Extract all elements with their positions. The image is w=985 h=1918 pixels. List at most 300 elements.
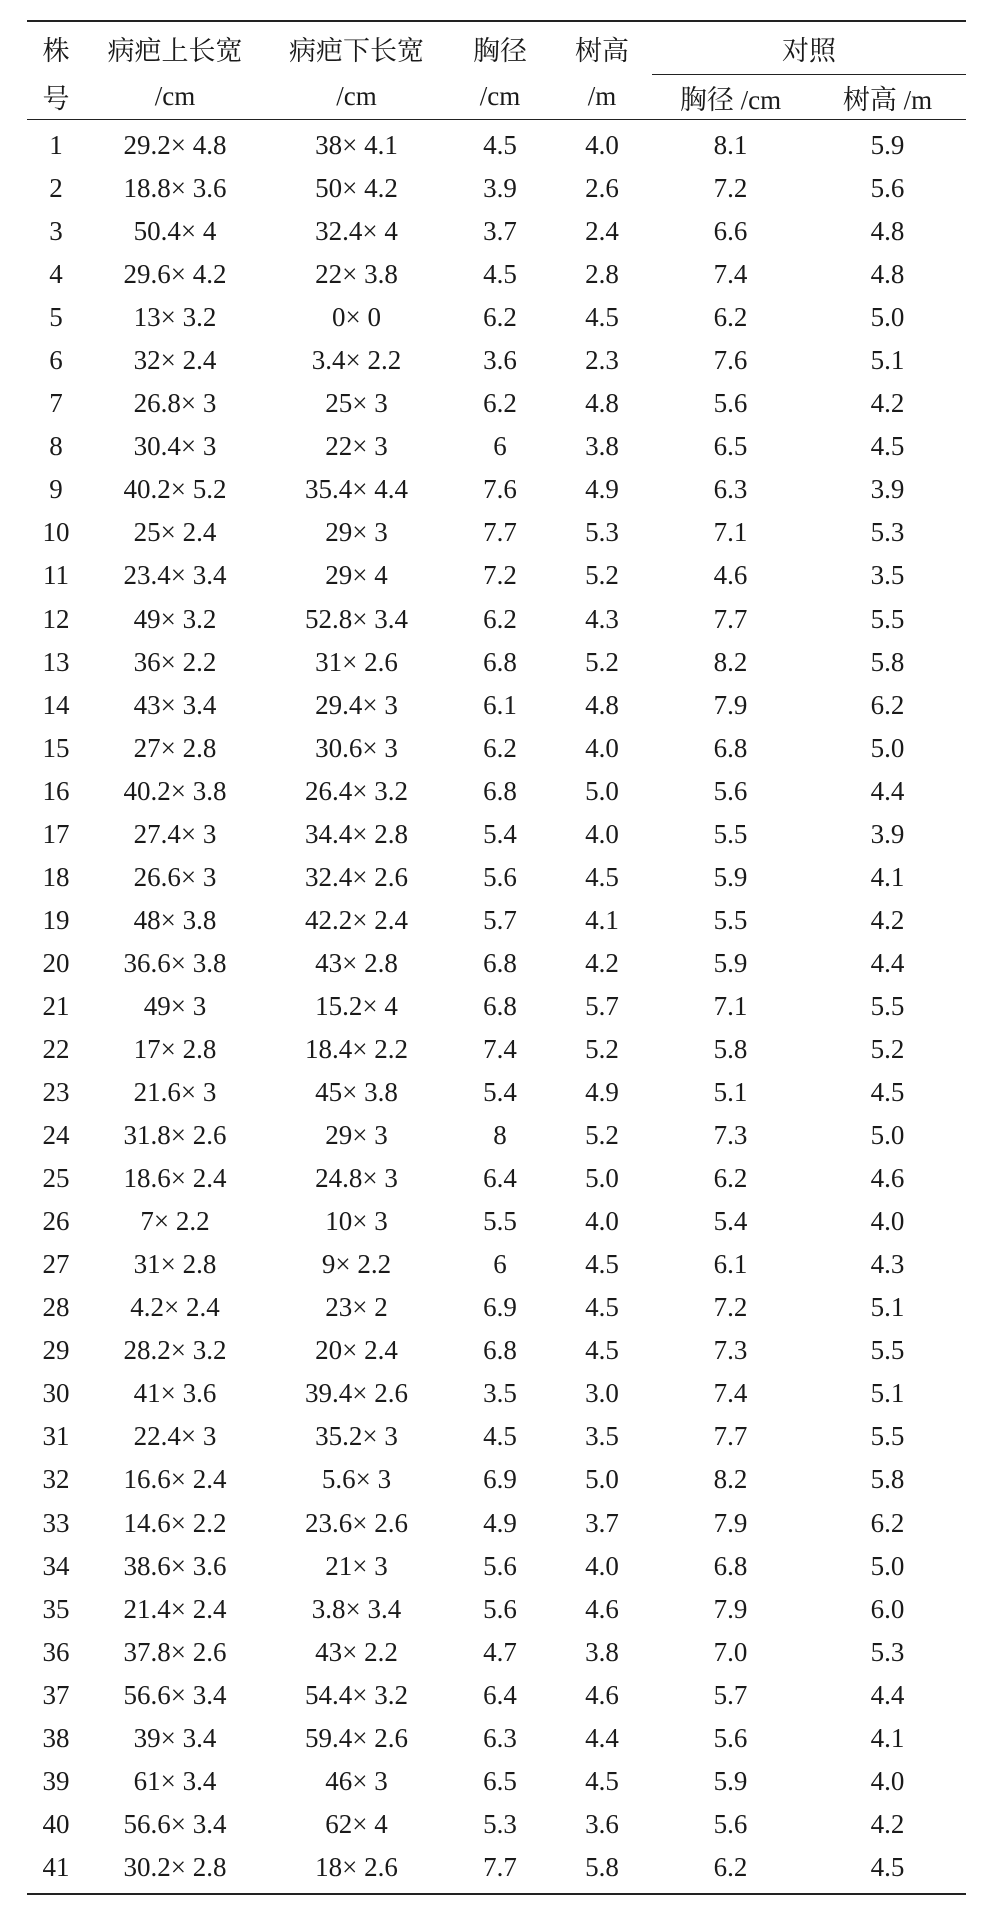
table-row: [27, 1502, 966, 1545]
cell-height: 2.8: [585, 259, 619, 290]
cell-dbh: 6.9: [483, 1292, 517, 1323]
cell-control-height: 5.3: [870, 1636, 905, 1667]
cell-dbh: 5.6: [483, 1550, 517, 1581]
cell-lower-lesion: 3.4× 2.2: [311, 345, 402, 376]
cell-control-dbh: 6.3: [713, 474, 748, 505]
cell-dbh: 6.8: [483, 775, 517, 806]
cell-lower-lesion: 34.4× 2.8: [305, 818, 408, 849]
cell-dbh: 3.7: [483, 216, 517, 247]
cell-control-height: 5.1: [870, 1378, 905, 1409]
cell-upper-lesion: 21.6× 3: [133, 1077, 217, 1108]
table-row: [27, 253, 966, 296]
cell-upper-lesion: 29.6× 4.2: [123, 259, 227, 290]
cell-lower-lesion: 5.6× 3: [321, 1464, 392, 1495]
cell-plant-no: 28: [42, 1292, 70, 1323]
cell-upper-lesion: 40.2× 3.8: [123, 775, 227, 806]
cell-plant-no: 34: [42, 1550, 70, 1581]
cell-control-height: 5.0: [870, 1120, 905, 1151]
cell-control-dbh: 6.1: [713, 1249, 748, 1280]
header-lower-lesion: 病疤下长宽: [289, 35, 424, 66]
table-row: [27, 468, 966, 511]
cell-dbh: 6.2: [483, 603, 517, 634]
cell-height: 4.5: [585, 1249, 619, 1280]
cell-control-height: 5.8: [870, 1464, 905, 1495]
cell-upper-lesion: 26.6× 3: [133, 861, 217, 892]
cell-lower-lesion: 18× 2.6: [315, 1851, 398, 1882]
cell-control-dbh: 7.4: [713, 259, 748, 290]
cell-control-dbh: 7.6: [713, 345, 748, 376]
cell-dbh: 6.8: [483, 1335, 517, 1366]
cell-control-dbh: 6.6: [713, 216, 748, 247]
cell-control-dbh: 5.6: [713, 1808, 748, 1839]
table-row: [27, 1200, 966, 1243]
cell-control-height: 4.0: [870, 1206, 905, 1237]
cell-lower-lesion: 59.4× 2.6: [305, 1722, 408, 1753]
cell-lower-lesion: 46× 3: [325, 1765, 388, 1796]
cell-upper-lesion: 27.4× 3: [133, 818, 217, 849]
cell-control-dbh: 5.4: [713, 1206, 748, 1237]
cell-lower-lesion: 23× 2: [325, 1292, 388, 1323]
cell-dbh: 6.8: [483, 990, 517, 1021]
cell-plant-no: 29: [42, 1335, 70, 1366]
cell-control-dbh: 8.2: [713, 646, 748, 677]
table-row: [27, 1588, 966, 1631]
cell-control-dbh: 5.7: [713, 1679, 748, 1710]
cell-plant-no: 23: [42, 1077, 70, 1108]
cell-lower-lesion: 31× 2.6: [315, 646, 398, 677]
cell-plant-no: 20: [42, 947, 70, 978]
cell-control-height: 4.8: [870, 259, 905, 290]
cell-control-dbh: 7.2: [713, 1292, 748, 1323]
table-row: [27, 382, 966, 425]
cell-upper-lesion: 56.6× 3.4: [123, 1679, 227, 1710]
cell-plant-no: 12: [42, 603, 70, 634]
cell-height: 4.8: [585, 689, 619, 720]
cell-height: 4.8: [585, 388, 619, 419]
cell-control-dbh: 6.8: [713, 1550, 748, 1581]
cell-dbh: 6.4: [483, 1679, 517, 1710]
cell-height: 3.5: [585, 1421, 619, 1452]
cell-height: 3.7: [585, 1507, 619, 1538]
cell-dbh: 6: [493, 1249, 507, 1280]
cell-upper-lesion: 40.2× 5.2: [123, 474, 227, 505]
cell-control-dbh: 6.5: [713, 431, 748, 462]
cell-lower-lesion: 43× 2.8: [315, 947, 398, 978]
table-row: [27, 1846, 966, 1894]
cell-dbh: 4.5: [483, 130, 517, 161]
cell-control-height: 5.3: [870, 517, 905, 548]
cell-lower-lesion: 42.2× 2.4: [305, 904, 408, 935]
cell-control-height: 5.5: [870, 1421, 905, 1452]
table-row: [27, 1028, 966, 1071]
cell-dbh: 7.6: [483, 474, 517, 505]
cell-lower-lesion: 9× 2.2: [321, 1249, 392, 1280]
cell-control-height: 5.2: [870, 1034, 905, 1064]
cell-control-dbh: 7.3: [713, 1120, 748, 1151]
cell-plant-no: 4: [49, 259, 63, 290]
cell-dbh: 3.9: [483, 173, 517, 204]
header-row-2: [27, 75, 966, 120]
cell-lower-lesion: 29× 3: [325, 517, 388, 548]
table-row: [27, 167, 966, 210]
cell-height: 2.4: [585, 216, 619, 247]
cell-upper-lesion: 32× 2.4: [133, 345, 217, 376]
cell-plant-no: 16: [42, 775, 70, 806]
cell-lower-lesion: 39.4× 2.6: [305, 1378, 408, 1409]
table-row: [27, 641, 966, 684]
cell-height: 5.0: [585, 775, 619, 806]
cell-height: 4.3: [585, 603, 619, 634]
cell-lower-lesion: 29× 3: [325, 1120, 388, 1151]
table-row: [27, 1157, 966, 1200]
cell-lower-lesion: 54.4× 3.2: [305, 1679, 408, 1710]
cell-lower-lesion: 18.4× 2.2: [305, 1034, 408, 1064]
header-control-dbh: 胸径 /cm: [679, 84, 782, 115]
table-row: [27, 1674, 966, 1717]
cell-control-dbh: 8.1: [713, 130, 748, 161]
cell-control-dbh: 6.2: [713, 1851, 748, 1882]
cell-height: 4.5: [585, 1292, 619, 1323]
cell-height: 4.9: [585, 474, 619, 505]
cell-upper-lesion: 37.8× 2.6: [123, 1636, 227, 1667]
cell-plant-no: 33: [42, 1507, 70, 1538]
cell-plant-no: 26: [42, 1206, 70, 1237]
cell-upper-lesion: 25× 2.4: [133, 517, 217, 548]
cell-control-dbh: 5.9: [713, 1765, 748, 1796]
cell-upper-lesion: 18.6× 2.4: [123, 1163, 227, 1194]
cell-plant-no: 24: [42, 1120, 70, 1151]
cell-height: 2.6: [585, 173, 619, 204]
cell-plant-no: 19: [42, 904, 70, 935]
cell-upper-lesion: 36.6× 3.8: [123, 947, 227, 978]
cell-upper-lesion: 36× 2.2: [133, 646, 217, 677]
cell-control-dbh: 5.5: [713, 904, 748, 935]
cell-dbh: 4.5: [483, 1421, 517, 1452]
cell-plant-no: 39: [42, 1765, 70, 1796]
cell-control-height: 5.9: [870, 130, 905, 161]
cell-dbh: 4.5: [483, 259, 517, 290]
table-row: [27, 985, 966, 1028]
header-height: 树高: [575, 35, 629, 66]
cell-lower-lesion: 45× 3.8: [315, 1077, 398, 1108]
cell-upper-lesion: 27× 2.8: [133, 732, 217, 763]
cell-control-height: 5.1: [870, 345, 905, 376]
cell-control-height: 6.0: [870, 1593, 905, 1624]
header-upper-lesion: 病疤上长宽: [107, 35, 243, 66]
cell-control-height: 6.2: [870, 689, 905, 720]
cell-plant-no: 11: [43, 560, 69, 591]
cell-control-height: 4.3: [870, 1249, 905, 1280]
cell-control-dbh: 5.6: [713, 388, 748, 419]
table-row: [27, 856, 966, 899]
header-height-unit: /m: [587, 81, 617, 112]
cell-plant-no: 9: [49, 474, 63, 505]
cell-control-height: 4.2: [870, 904, 905, 935]
cell-control-height: 4.0: [870, 1765, 905, 1796]
table-header: [27, 21, 966, 120]
cell-dbh: 5.4: [483, 1077, 517, 1108]
cell-dbh: 3.6: [483, 345, 517, 376]
cell-control-height: 4.5: [870, 1851, 905, 1882]
cell-control-height: 5.1: [870, 1292, 905, 1323]
cell-control-height: 5.6: [870, 173, 905, 204]
cell-height: 4.6: [585, 1593, 619, 1624]
table-row: [27, 1631, 966, 1674]
cell-plant-no: 25: [42, 1163, 70, 1194]
table-row: [27, 554, 966, 597]
cell-control-height: 5.5: [870, 603, 905, 634]
table-row: [27, 210, 966, 253]
cell-lower-lesion: 29.4× 3: [315, 689, 398, 720]
cell-lower-lesion: 43× 2.2: [315, 1636, 398, 1667]
cell-height: 4.5: [585, 302, 619, 333]
cell-lower-lesion: 38× 4.1: [315, 130, 398, 161]
cell-control-height: 5.8: [870, 646, 905, 677]
cell-dbh: 6.1: [483, 689, 517, 720]
cell-height: 4.0: [585, 130, 619, 161]
table-row: [27, 1329, 966, 1372]
cell-plant-no: 10: [42, 517, 70, 548]
cell-control-dbh: 5.8: [713, 1034, 748, 1064]
cell-upper-lesion: 26.8× 3: [133, 388, 217, 419]
table-row: [27, 296, 966, 339]
cell-plant-no: 3: [49, 216, 63, 247]
cell-lower-lesion: 23.6× 2.6: [305, 1507, 408, 1538]
cell-plant-no: 15: [42, 732, 70, 763]
cell-control-dbh: 7.7: [713, 603, 748, 634]
cell-height: 5.0: [585, 1464, 619, 1495]
cell-lower-lesion: 52.8× 3.4: [305, 603, 408, 634]
cell-height: 5.2: [585, 646, 619, 677]
cell-control-height: 4.5: [870, 431, 905, 462]
cell-lower-lesion: 15.2× 4: [315, 990, 398, 1021]
cell-control-height: 5.0: [870, 302, 905, 333]
cell-upper-lesion: 39× 3.4: [133, 1722, 217, 1753]
cell-lower-lesion: 3.8× 3.4: [311, 1593, 402, 1624]
cell-upper-lesion: 30.2× 2.8: [123, 1851, 227, 1882]
cell-height: 4.0: [585, 818, 619, 849]
header-row-1: [27, 21, 966, 75]
cell-control-dbh: 7.2: [713, 173, 748, 204]
cell-upper-lesion: 18.8× 3.6: [123, 173, 227, 204]
cell-plant-no: 41: [42, 1851, 70, 1882]
lesion-measurement-table: [27, 20, 966, 1895]
cell-plant-no: 18: [42, 861, 70, 892]
cell-height: 5.2: [585, 560, 619, 591]
cell-lower-lesion: 30.6× 3: [315, 732, 398, 763]
cell-control-height: 4.8: [870, 216, 905, 247]
cell-dbh: 6.9: [483, 1464, 517, 1495]
table-row: [27, 1717, 966, 1760]
table-row: [27, 1286, 966, 1329]
cell-plant-no: 22: [42, 1034, 70, 1064]
table-row: [27, 1071, 966, 1114]
cell-lower-lesion: 29× 4: [325, 560, 388, 591]
cell-upper-lesion: 14.6× 2.2: [123, 1507, 227, 1538]
cell-dbh: 6.2: [483, 388, 517, 419]
table-row: [27, 1458, 966, 1501]
table-row: [27, 770, 966, 813]
cell-control-height: 4.2: [870, 388, 905, 419]
cell-plant-no: 31: [42, 1421, 70, 1452]
cell-upper-lesion: 48× 3.8: [133, 904, 217, 935]
table-row: [27, 727, 966, 770]
cell-dbh: 6.8: [483, 646, 517, 677]
cell-dbh: 5.7: [483, 904, 517, 935]
cell-dbh: 5.3: [483, 1808, 517, 1839]
cell-upper-lesion: 29.2× 4.8: [123, 130, 227, 161]
cell-upper-lesion: 13× 3.2: [133, 302, 217, 333]
table-row: [27, 1545, 966, 1588]
cell-control-height: 5.5: [870, 990, 905, 1021]
cell-height: 5.7: [585, 990, 619, 1021]
cell-dbh: 6.8: [483, 947, 517, 978]
cell-control-dbh: 4.6: [713, 560, 748, 591]
cell-control-height: 4.2: [870, 1808, 905, 1839]
cell-plant-no: 13: [42, 646, 70, 677]
table-row: [27, 339, 966, 382]
cell-upper-lesion: 21.4× 2.4: [123, 1593, 227, 1624]
cell-control-dbh: 7.1: [713, 517, 748, 548]
cell-lower-lesion: 26.4× 3.2: [305, 775, 408, 806]
cell-control-dbh: 5.9: [713, 861, 748, 892]
cell-dbh: 7.7: [483, 1851, 517, 1882]
cell-control-height: 5.5: [870, 1335, 905, 1366]
cell-control-height: 4.1: [870, 861, 905, 892]
table-row: [27, 1803, 966, 1846]
cell-control-dbh: 7.1: [713, 990, 748, 1021]
cell-upper-lesion: 41× 3.6: [133, 1378, 217, 1409]
cell-control-dbh: 6.2: [713, 302, 748, 333]
cell-lower-lesion: 22× 3: [325, 431, 388, 462]
cell-plant-no: 27: [42, 1249, 70, 1280]
cell-plant-no: 37: [42, 1679, 70, 1710]
header-upper-lesion-unit: /cm: [154, 81, 196, 112]
cell-upper-lesion: 4.2× 2.4: [130, 1292, 220, 1323]
cell-control-height: 3.9: [870, 818, 905, 849]
cell-dbh: 4.9: [483, 1507, 517, 1538]
cell-dbh: 6: [493, 431, 507, 462]
cell-height: 4.5: [585, 1335, 619, 1366]
cell-lower-lesion: 35.2× 3: [315, 1421, 398, 1452]
cell-lower-lesion: 21× 3: [325, 1550, 388, 1581]
cell-control-dbh: 8.2: [713, 1464, 748, 1495]
cell-control-dbh: 6.2: [713, 1163, 748, 1194]
cell-dbh: 5.6: [483, 1593, 517, 1624]
cell-lower-lesion: 0× 0: [332, 302, 381, 333]
cell-dbh: 7.4: [483, 1034, 517, 1064]
cell-upper-lesion: 17× 2.8: [133, 1034, 217, 1064]
cell-dbh: 3.5: [483, 1378, 517, 1409]
table-row: [27, 598, 966, 641]
table-row: [27, 684, 966, 727]
cell-control-height: 4.1: [870, 1722, 905, 1753]
cell-lower-lesion: 22× 3.8: [315, 259, 398, 290]
cell-lower-lesion: 35.4× 4.4: [305, 474, 408, 505]
cell-lower-lesion: 50× 4.2: [315, 173, 398, 204]
cell-plant-no: 5: [49, 302, 63, 333]
cell-upper-lesion: 61× 3.4: [133, 1765, 217, 1796]
cell-control-height: 6.2: [870, 1507, 905, 1538]
cell-control-dbh: 5.6: [713, 1722, 748, 1753]
header-control-group: 对照: [652, 21, 966, 75]
cell-lower-lesion: 20× 2.4: [315, 1335, 398, 1366]
table-row: [27, 813, 966, 856]
cell-height: 4.5: [585, 1765, 619, 1796]
table-row: [27, 511, 966, 554]
cell-upper-lesion: 49× 3.2: [133, 603, 217, 634]
cell-height: 4.9: [585, 1077, 619, 1108]
header-lower-lesion-unit: /cm: [336, 81, 377, 112]
cell-height: 4.5: [585, 861, 619, 892]
header-plant-no: 株: [42, 35, 70, 66]
cell-control-dbh: 5.6: [713, 775, 748, 806]
cell-dbh: 4.7: [483, 1636, 517, 1667]
table-row: [27, 425, 966, 468]
table-row: [27, 1760, 966, 1803]
cell-height: 5.2: [585, 1034, 619, 1064]
cell-control-height: 3.5: [870, 560, 905, 591]
cell-control-dbh: 6.8: [713, 732, 748, 763]
cell-height: 5.8: [585, 1851, 619, 1882]
cell-height: 4.0: [585, 1206, 619, 1237]
cell-control-height: 3.9: [870, 474, 905, 505]
cell-control-height: 4.4: [870, 775, 905, 806]
header-control-height: 树高 /m: [842, 84, 933, 115]
cell-height: 4.6: [585, 1679, 619, 1710]
cell-plant-no: 32: [42, 1464, 70, 1495]
cell-control-dbh: 7.3: [713, 1335, 748, 1366]
cell-upper-lesion: 38.6× 3.6: [123, 1550, 227, 1581]
cell-control-height: 5.0: [870, 732, 905, 763]
header-plant-no-line2: 号: [42, 84, 70, 115]
cell-plant-no: 14: [42, 689, 70, 720]
cell-plant-no: 7: [49, 388, 63, 419]
cell-upper-lesion: 50.4× 4: [133, 216, 217, 247]
cell-control-dbh: 5.9: [713, 947, 748, 978]
table-row: [27, 1372, 966, 1415]
table-row: [27, 120, 966, 168]
cell-lower-lesion: 25× 3: [325, 388, 388, 419]
cell-plant-no: 2: [49, 173, 63, 204]
cell-plant-no: 38: [42, 1722, 70, 1753]
cell-dbh: 5.6: [483, 861, 517, 892]
cell-lower-lesion: 10× 3: [325, 1206, 388, 1237]
header-dbh: 胸径: [473, 35, 527, 66]
cell-dbh: 6.4: [483, 1163, 517, 1194]
cell-plant-no: 36: [42, 1636, 70, 1667]
cell-dbh: 8: [493, 1120, 507, 1151]
cell-upper-lesion: 56.6× 3.4: [123, 1808, 227, 1839]
cell-lower-lesion: 32.4× 2.6: [305, 861, 408, 892]
cell-plant-no: 8: [49, 431, 63, 462]
cell-dbh: 7.7: [483, 517, 517, 548]
cell-dbh: 6.3: [483, 1722, 517, 1753]
cell-upper-lesion: 16.6× 2.4: [123, 1464, 227, 1495]
cell-height: 3.0: [585, 1378, 619, 1409]
cell-plant-no: 21: [42, 990, 70, 1021]
cell-control-height: 4.6: [870, 1163, 905, 1194]
cell-control-height: 4.4: [870, 947, 905, 978]
cell-upper-lesion: 30.4× 3: [133, 431, 217, 462]
cell-dbh: 7.2: [483, 560, 517, 591]
cell-dbh: 6.2: [483, 732, 517, 763]
cell-height: 3.6: [585, 1808, 619, 1839]
cell-plant-no: 30: [42, 1378, 70, 1409]
cell-plant-no: 35: [42, 1593, 70, 1624]
cell-control-dbh: 7.4: [713, 1378, 748, 1409]
cell-height: 4.0: [585, 1550, 619, 1581]
